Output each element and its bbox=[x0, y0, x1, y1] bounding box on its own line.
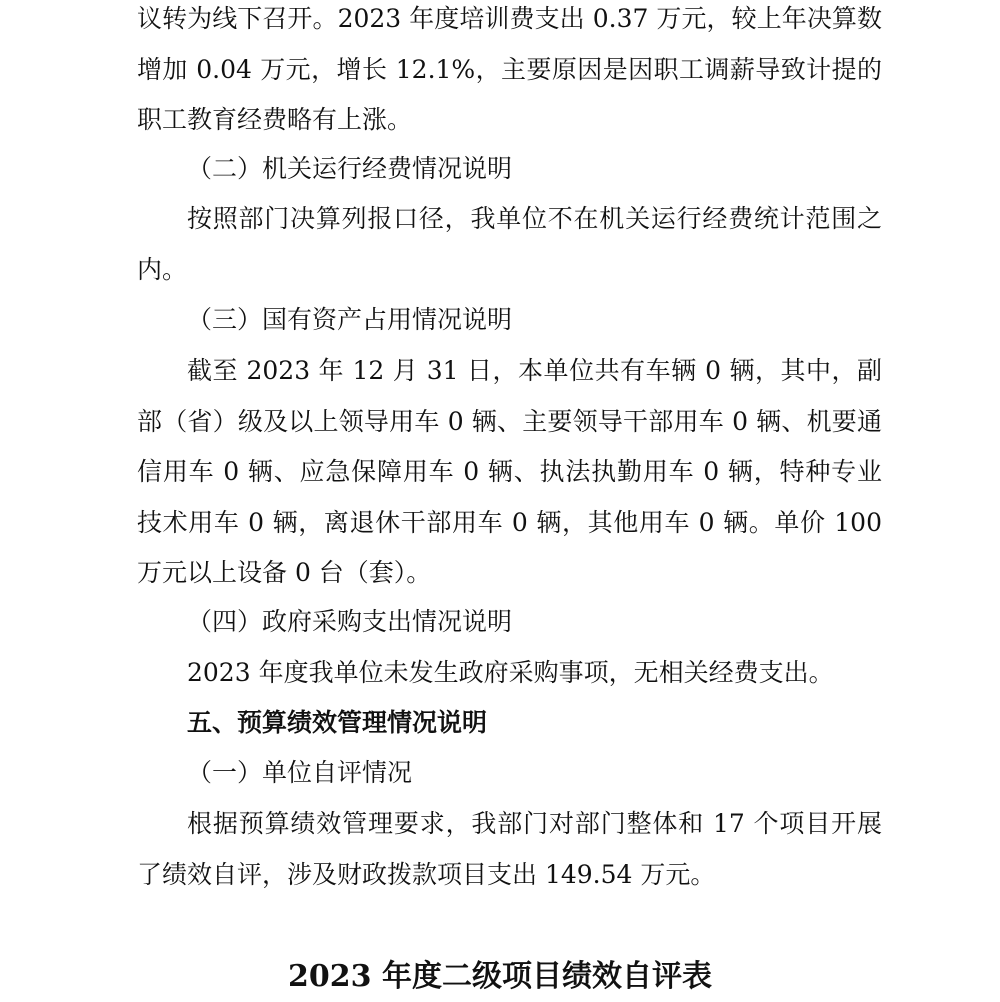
heading-performance-management: 五、预算绩效管理情况说明 bbox=[187, 708, 488, 737]
heading-government-procurement: （四）政府采购支出情况说明 bbox=[187, 607, 513, 636]
paragraph-government-procurement: 2023 年度我单位未发生政府采购事项，无相关经费支出。 bbox=[187, 658, 834, 687]
heading-operating-expenses: （二）机关运行经费情况说明 bbox=[187, 154, 513, 183]
paragraph-self-evaluation: 根据预算绩效管理要求，我部门对部门整体和 17 个项目开展了绩效自评，涉及财政拨款项目支出 149.54 万元。 bbox=[137, 809, 882, 889]
paragraph-operating-expenses: 按照部门决算列报口径，我单位不在机关运行经费统计范围之内。 bbox=[137, 204, 882, 284]
heading-self-evaluation: （一）单位自评情况 bbox=[187, 758, 413, 787]
table-title: 2023 年度二级项目绩效自评表 bbox=[288, 959, 712, 994]
heading-state-assets: （三）国有资产占用情况说明 bbox=[187, 305, 513, 334]
paragraph-training-fee: 议转为线下召开。2023 年度培训费支出 0.37 万元，较上年决算数增加 0.04 万元，增长 12.1%，主要原因是因职工调薪导致计提的职工教育经费略有上涨。 bbox=[137, 4, 882, 134]
paragraph-state-assets: 截至 2023 年 12 月 31 日，本单位共有车辆 0 辆，其中，副部（省）级及以上领导用车 0 辆、主要领导干部用车 0 辆、机要通信用车 0 辆、应急保障用车 0 辆、执法执勤用车 0 辆，特种专业技术用车 0 辆，离退休干部用车 0 辆，其他用车 0 辆。单价 100 万元以上设备 0 台（套）。 bbox=[137, 356, 882, 587]
